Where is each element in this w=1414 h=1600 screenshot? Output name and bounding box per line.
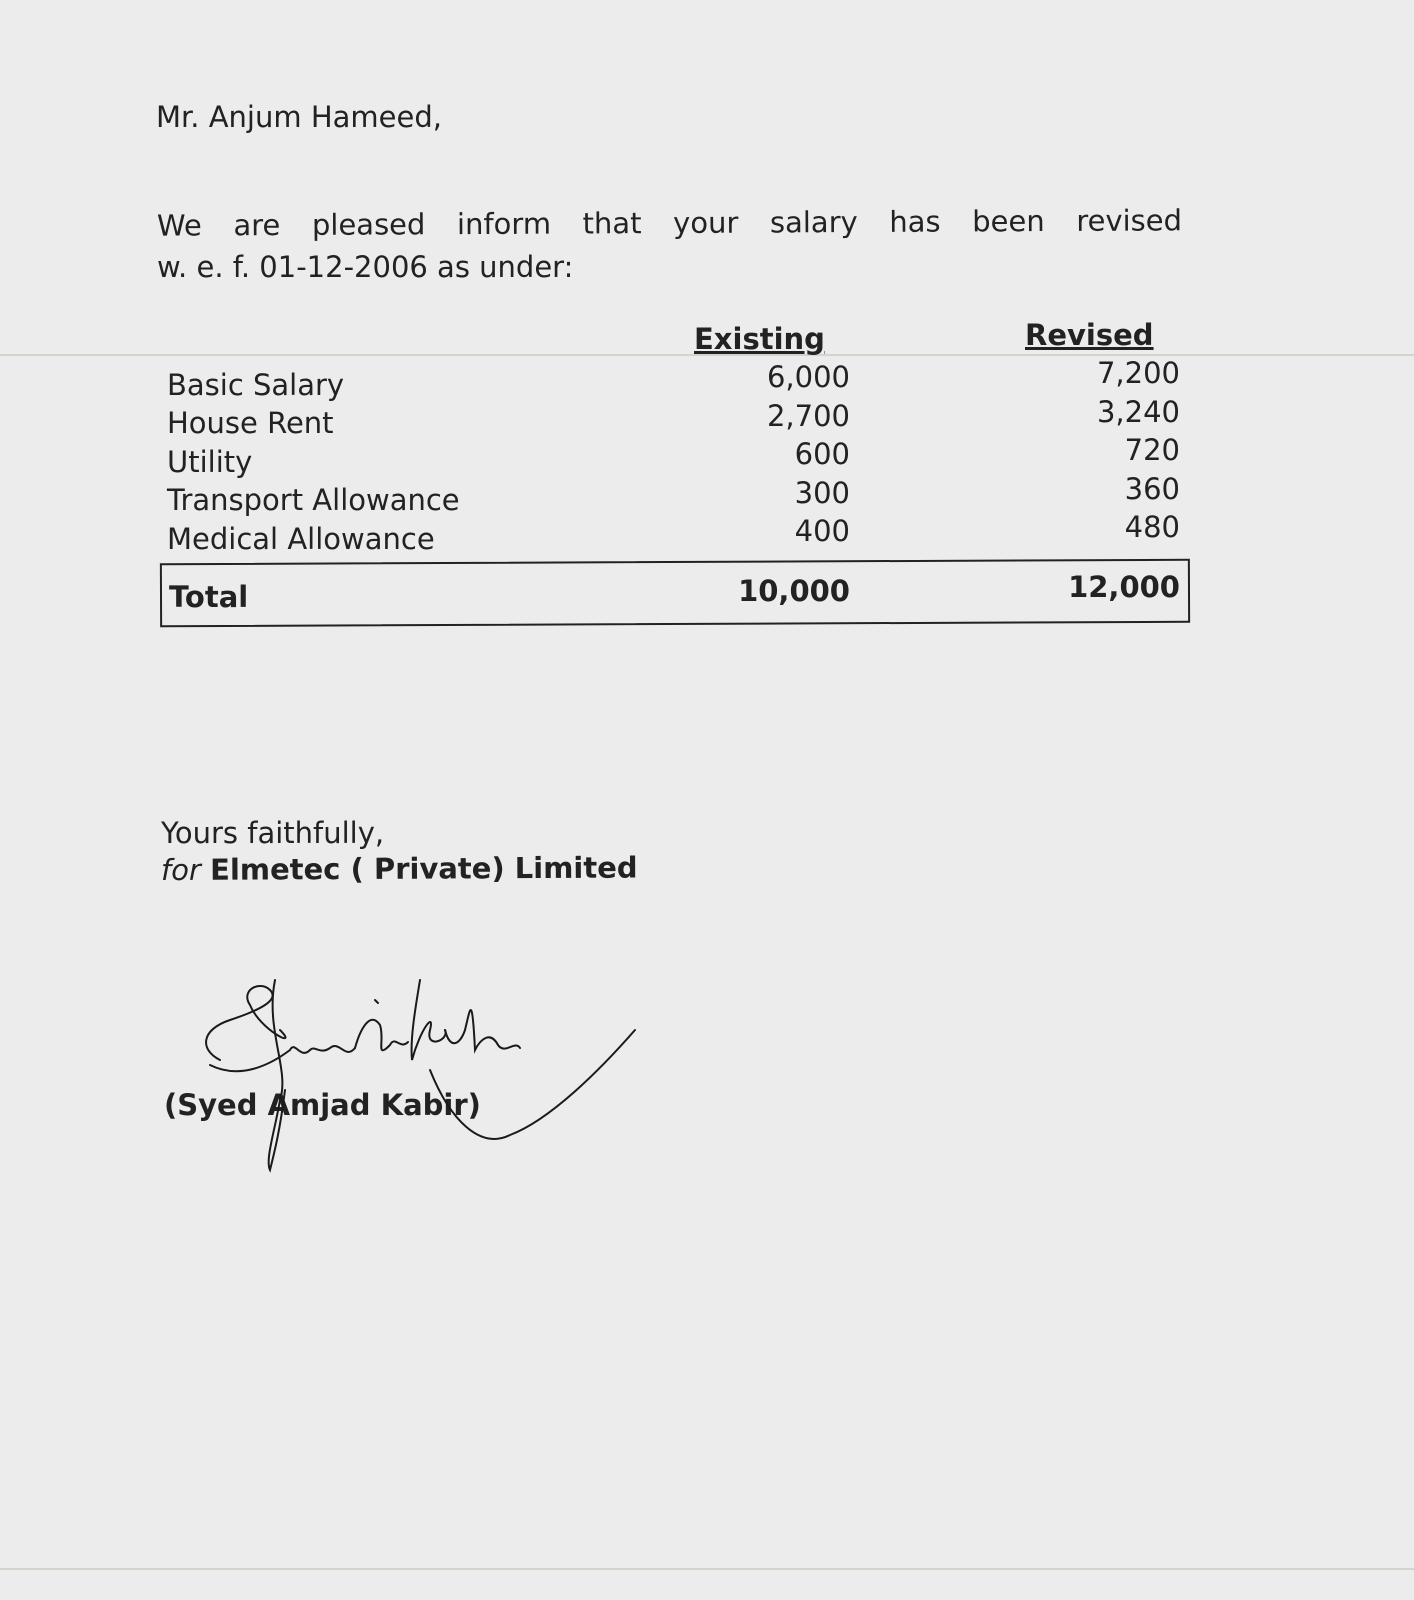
body-line-1: We are pleased inform that your salary has been revised (156, 203, 1183, 243)
for-prefix: for (160, 852, 201, 887)
signatory-name: (Syed Amjad Kabir) (164, 1088, 481, 1122)
total-existing: 10,000 (738, 574, 850, 608)
row-existing: 6,000 (766, 360, 850, 394)
closing: Yours faithfully, (161, 816, 385, 850)
row-revised: 7,200 (1096, 356, 1180, 390)
row-revised: 3,240 (1096, 395, 1180, 429)
header-revised: Revised (1025, 318, 1154, 352)
row-existing: 2,700 (766, 399, 850, 433)
row-label: House Rent (167, 406, 334, 440)
company-line (161, 851, 638, 887)
row-revised: 480 (1124, 510, 1180, 544)
header-existing: Existing (694, 322, 825, 356)
row-label: Utility (167, 445, 253, 479)
row-revised: 360 (1124, 472, 1180, 506)
total-revised: 12,000 (1068, 570, 1180, 604)
row-existing: 300 (794, 476, 850, 510)
row-label: Medical Allowance (167, 522, 435, 556)
handwritten-signature (180, 970, 660, 1180)
row-label: Basic Salary (167, 368, 345, 402)
salutation: Mr. Anjum Hameed, (156, 100, 442, 134)
body-line-2: w. e. f. 01-12-2006 as under: (157, 250, 574, 284)
row-existing: 400 (794, 514, 850, 548)
row-label: Transport Allowance (167, 483, 460, 517)
company-name: Elmetec ( Private) Limited (210, 850, 638, 887)
paper-fold-line (0, 1568, 1414, 1570)
row-revised: 720 (1124, 433, 1180, 467)
row-existing: 600 (794, 437, 850, 471)
total-label: Total (169, 580, 249, 614)
